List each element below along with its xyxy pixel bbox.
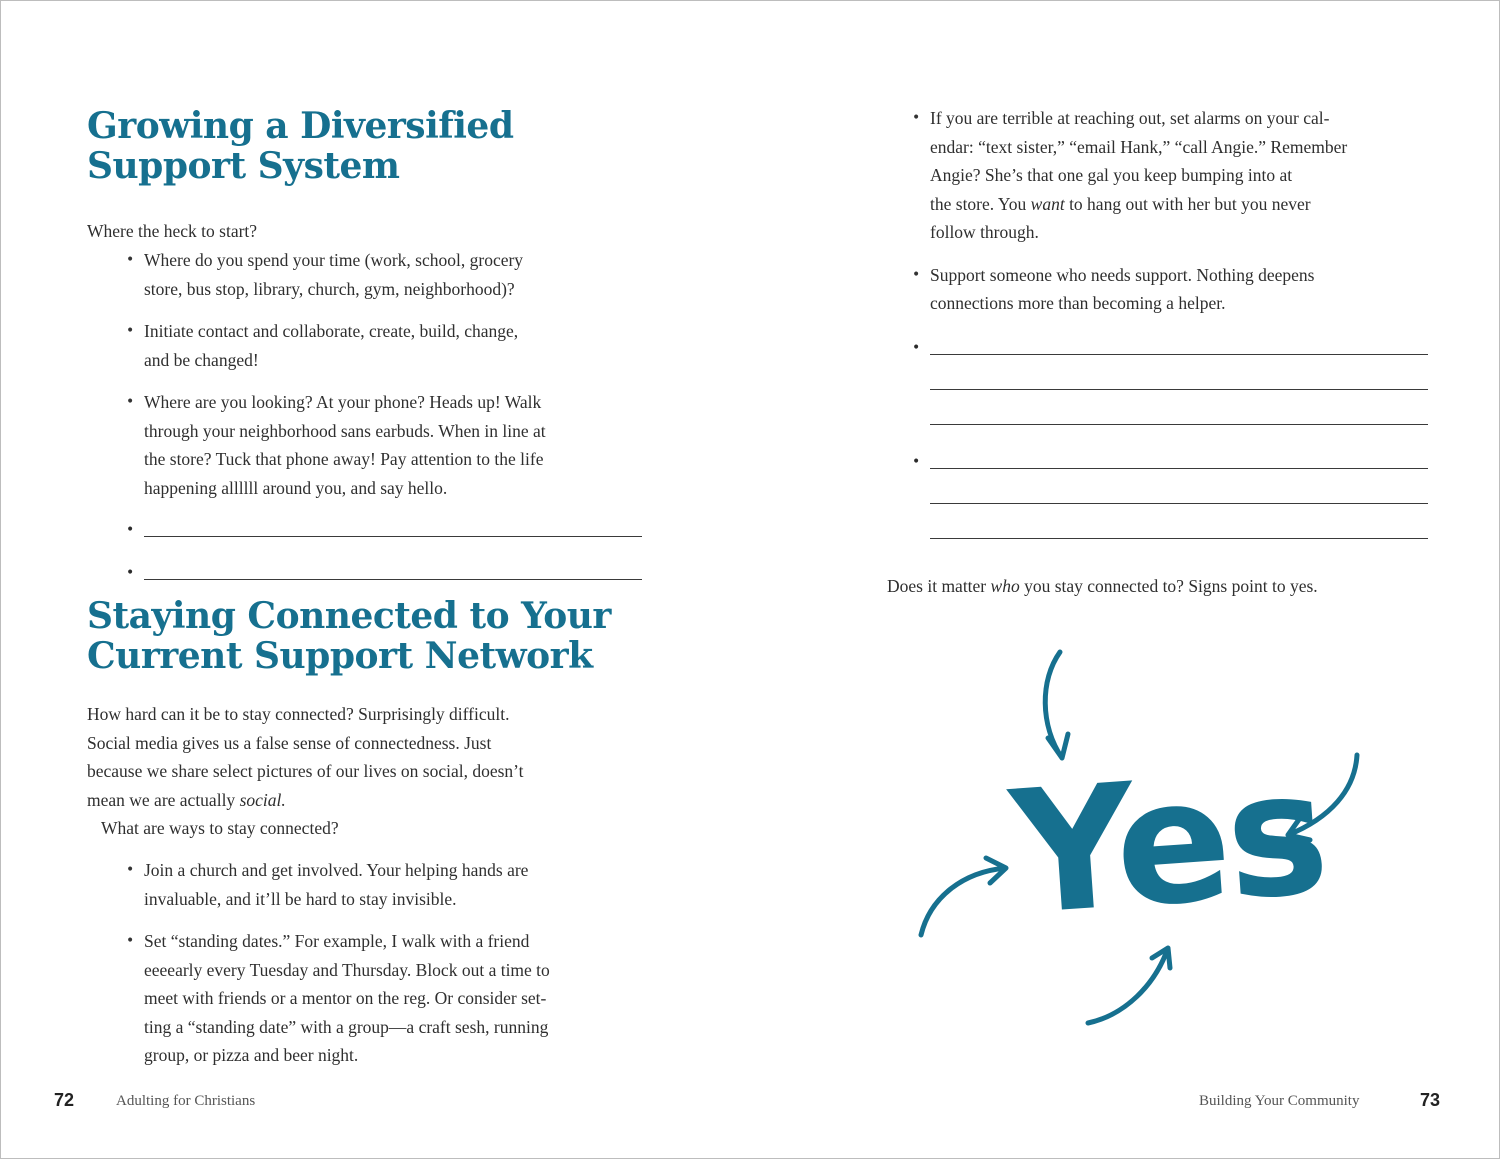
fill-in-line-group (912, 332, 1428, 437)
staying-connected-paragraph (87, 700, 524, 814)
fill-in-line[interactable] (930, 332, 1428, 355)
heading-line: Staying Connected to Your (87, 595, 611, 637)
bullet-marker: • (126, 522, 135, 538)
emphasis-text: social. (239, 789, 286, 810)
running-footer: Building Your Community (1199, 1093, 1360, 1109)
page-number: 73 (1420, 1090, 1441, 1110)
list-item-line: Angie? She’s that one gal you keep bumping into at (930, 165, 1293, 185)
list-item-line: connections more than becoming a helper. (930, 293, 1226, 313)
yes-word: Yes (1005, 734, 1331, 954)
list-item-line: through your neighborhood sans earbuds. When in line at (144, 420, 546, 441)
fill-in-line-group (126, 514, 642, 549)
list-item-line: • Initiate contact and collaborate, create, build, change, (144, 321, 519, 341)
list-item-line: store, bus stop, library, church, gym, neighborhood)? (144, 278, 515, 299)
list-item (126, 856, 550, 913)
heading-line: Current Support Network (87, 635, 593, 677)
heading-diversified-support (87, 106, 514, 186)
fill-in-line[interactable] (930, 516, 1428, 539)
paragraph-line: because we share select pictures of our lives on social, doesn’t (87, 761, 524, 781)
fill-in-line[interactable] (144, 514, 642, 537)
bullet-list-continued (912, 104, 1347, 332)
right-page (750, 0, 1500, 1159)
list-item-line: • If you are terrible at reaching out, set alarms on your cal- (930, 108, 1330, 128)
question-text: What are ways to stay connected? (101, 818, 339, 838)
list-item-line: • Support someone who needs support. Nothing deepens (930, 264, 1315, 285)
list-item-line: • Where do you spend your time (work, school, grocery (144, 250, 524, 270)
list-item-line: ting a “standing date” with a group—a craft sesh, running (144, 1016, 549, 1037)
bullet-marker: • (126, 565, 135, 581)
text-run: Does it matter (887, 576, 991, 596)
text-run: mean we are actually (87, 789, 240, 810)
fill-in-line-group (126, 557, 642, 592)
fill-in-line[interactable] (144, 557, 642, 580)
list-item-line: the store? Tuck that phone away! Pay attention to the life (144, 449, 544, 469)
list-item (912, 261, 1347, 318)
fill-in-line[interactable] (930, 367, 1428, 390)
bullet-list-connected (126, 856, 550, 1084)
text-run: to hang out with her but you never (1064, 193, 1311, 214)
running-footer: Adulting for Christians (116, 1093, 256, 1109)
heading-staying-connected (87, 596, 611, 676)
bullet-marker: • (912, 454, 921, 470)
paragraph-line: How hard can it be to stay connected? Surprisingly difficult. (87, 704, 510, 724)
list-item (126, 246, 546, 303)
arrow-left-icon (921, 858, 1006, 935)
list-item-line: happening allllll around you, and say hello. (144, 477, 448, 498)
list-item-line: meet with friends or a mentor on the reg. Or consider set- (144, 988, 547, 1008)
list-item (912, 104, 1347, 247)
arrow-top-icon (1045, 652, 1068, 758)
intro-text: Where the heck to start? (87, 221, 258, 241)
list-item-line: follow through. (930, 222, 1039, 242)
paragraph-line (87, 786, 524, 815)
closing-question (887, 572, 1318, 601)
arrow-bottom-icon (1088, 948, 1170, 1023)
list-item (126, 317, 546, 374)
heading-line: Support System (87, 145, 400, 187)
fill-in-line[interactable] (930, 402, 1428, 425)
fill-in-line[interactable] (930, 446, 1428, 469)
list-item-line: • Where are you looking? At your phone? Heads up! Walk (144, 392, 542, 412)
list-item-line: group, or pizza and beer night. (144, 1045, 359, 1065)
text-run: the store. You (930, 193, 1031, 214)
bullet-marker: • (912, 340, 921, 356)
bullet-list-start (126, 246, 546, 516)
list-item-line: • Join a church and get involved. Your helping hands are (144, 860, 529, 880)
text-run: you stay connected to? Signs point to yes. (1019, 576, 1318, 596)
yes-illustration (900, 640, 1380, 1040)
list-item-line: invaluable, and it’ll be hard to stay invisible. (144, 888, 457, 909)
list-item-line: eeeearly every Tuesday and Thursday. Block out a time to (144, 959, 550, 980)
paragraph-line: Social media gives us a false sense of connectedness. Just (87, 732, 492, 753)
list-item-line: endar: “text sister,” “email Hank,” “call Angie.” Remember (930, 136, 1348, 157)
list-item-line: • Set “standing dates.” For example, I walk with a friend (144, 931, 530, 951)
emphasis-text: who (990, 576, 1020, 596)
fill-in-line[interactable] (930, 481, 1428, 504)
list-item-line: and be changed! (144, 349, 259, 370)
list-item (126, 927, 550, 1070)
list-item (126, 388, 546, 502)
fill-in-line-group (912, 446, 1428, 551)
heading-line: Growing a Diversified (87, 105, 514, 147)
list-item-line (930, 190, 1347, 219)
page-number: 72 (54, 1090, 75, 1110)
emphasis-text: want (1030, 193, 1065, 214)
